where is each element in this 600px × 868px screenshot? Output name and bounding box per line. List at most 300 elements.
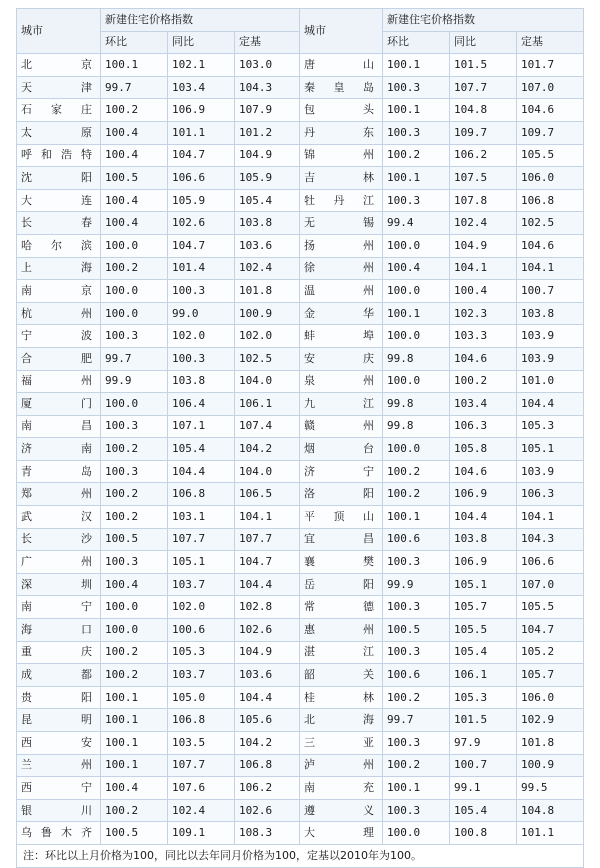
base-value-cell: 99.5 [517, 777, 584, 800]
city-name-cell: 西 宁 [17, 777, 101, 800]
base-value-cell: 106.5 [235, 483, 300, 506]
header-yoy-right: 同比 [450, 31, 517, 54]
mom-value-cell: 99.9 [383, 573, 450, 596]
table-row [17, 99, 584, 122]
base-value-cell: 105.7 [517, 664, 584, 687]
base-value-cell: 106.8 [235, 754, 300, 777]
city-name-cell: 泉 州 [300, 370, 383, 393]
city-name-cell: 沈 阳 [17, 167, 101, 190]
base-value-cell: 104.2 [235, 438, 300, 461]
mom-value-cell: 99.8 [383, 415, 450, 438]
mom-value-cell: 100.1 [101, 709, 168, 732]
mom-value-cell: 100.2 [101, 506, 168, 529]
city-name-cell: 常 德 [300, 596, 383, 619]
base-value-cell: 102.5 [517, 212, 584, 235]
yoy-value-cell: 106.1 [450, 664, 517, 687]
base-value-cell: 105.3 [517, 415, 584, 438]
table-row [17, 325, 584, 348]
base-value-cell: 106.6 [517, 551, 584, 574]
mom-value-cell: 100.0 [101, 393, 168, 416]
yoy-value-cell: 103.4 [168, 76, 235, 99]
yoy-value-cell: 105.3 [168, 641, 235, 664]
city-name-cell: 蚌 埠 [300, 325, 383, 348]
base-value-cell: 104.2 [235, 732, 300, 755]
base-value-cell: 106.3 [517, 483, 584, 506]
base-value-cell: 106.2 [235, 777, 300, 800]
city-name-cell: 丹 东 [300, 121, 383, 144]
table-row [17, 347, 584, 370]
base-value-cell: 104.0 [235, 370, 300, 393]
mom-value-cell: 100.5 [101, 167, 168, 190]
table-row [17, 573, 584, 596]
city-name-cell: 遵 义 [300, 799, 383, 822]
city-name-cell: 湛 江 [300, 641, 383, 664]
base-value-cell: 104.6 [517, 99, 584, 122]
mom-value-cell: 100.3 [101, 460, 168, 483]
yoy-value-cell: 104.7 [168, 144, 235, 167]
city-name-cell: 厦 门 [17, 393, 101, 416]
yoy-value-cell: 102.1 [168, 54, 235, 77]
table-row [17, 483, 584, 506]
yoy-value-cell: 104.8 [450, 99, 517, 122]
city-name-cell: 杭 州 [17, 302, 101, 325]
base-value-cell: 104.8 [517, 799, 584, 822]
city-name-cell: 兰 州 [17, 754, 101, 777]
city-name-cell: 广 州 [17, 551, 101, 574]
yoy-value-cell: 100.6 [168, 619, 235, 642]
mom-value-cell: 100.0 [101, 596, 168, 619]
city-name-cell: 贵 阳 [17, 686, 101, 709]
yoy-value-cell: 109.1 [168, 822, 235, 845]
yoy-value-cell: 99.1 [450, 777, 517, 800]
mom-value-cell: 100.3 [383, 76, 450, 99]
mom-value-cell: 100.1 [383, 54, 450, 77]
base-value-cell: 104.0 [235, 460, 300, 483]
base-value-cell: 104.4 [235, 573, 300, 596]
yoy-value-cell: 107.8 [450, 189, 517, 212]
city-name-cell: 重 庆 [17, 641, 101, 664]
base-value-cell: 105.9 [235, 167, 300, 190]
table-row [17, 167, 584, 190]
city-name-cell: 太 原 [17, 121, 101, 144]
yoy-value-cell: 105.5 [450, 619, 517, 642]
base-value-cell: 100.9 [517, 754, 584, 777]
mom-value-cell: 100.6 [383, 664, 450, 687]
table-row [17, 551, 584, 574]
city-name-cell: 南 宁 [17, 596, 101, 619]
header-row-1 [17, 9, 584, 32]
mom-value-cell: 100.1 [101, 754, 168, 777]
mom-value-cell: 100.1 [383, 99, 450, 122]
base-value-cell: 102.9 [517, 709, 584, 732]
yoy-value-cell: 102.0 [168, 596, 235, 619]
yoy-value-cell: 103.1 [168, 506, 235, 529]
base-value-cell: 103.9 [517, 460, 584, 483]
yoy-value-cell: 100.2 [450, 370, 517, 393]
mom-value-cell: 99.7 [383, 709, 450, 732]
base-value-cell: 106.0 [517, 686, 584, 709]
base-value-cell: 104.4 [517, 393, 584, 416]
housing-price-index-table [16, 8, 584, 868]
yoy-value-cell: 100.8 [450, 822, 517, 845]
yoy-value-cell: 105.4 [450, 799, 517, 822]
yoy-value-cell: 97.9 [450, 732, 517, 755]
mom-value-cell: 100.3 [383, 596, 450, 619]
header-mom-right: 环比 [383, 31, 450, 54]
yoy-value-cell: 107.6 [168, 777, 235, 800]
mom-value-cell: 99.7 [101, 347, 168, 370]
city-name-cell: 赣 州 [300, 415, 383, 438]
yoy-value-cell: 102.4 [168, 799, 235, 822]
city-name-cell: 南 京 [17, 280, 101, 303]
yoy-value-cell: 107.7 [450, 76, 517, 99]
city-name-cell: 金 华 [300, 302, 383, 325]
base-value-cell: 102.8 [235, 596, 300, 619]
base-value-cell: 100.7 [517, 280, 584, 303]
city-name-cell: 秦皇岛 [300, 76, 383, 99]
base-value-cell: 107.7 [235, 528, 300, 551]
mom-value-cell: 100.0 [383, 325, 450, 348]
table-row [17, 438, 584, 461]
yoy-value-cell: 107.5 [450, 167, 517, 190]
table-row [17, 777, 584, 800]
base-value-cell: 105.2 [517, 641, 584, 664]
city-name-cell: 三 亚 [300, 732, 383, 755]
city-name-cell: 海 口 [17, 619, 101, 642]
yoy-value-cell: 103.8 [450, 528, 517, 551]
city-name-cell: 昆 明 [17, 709, 101, 732]
city-name-cell: 宜 昌 [300, 528, 383, 551]
city-name-cell: 徐 州 [300, 257, 383, 280]
base-value-cell: 101.8 [235, 280, 300, 303]
header-city-right: 城市 [300, 9, 383, 54]
mom-value-cell: 100.2 [383, 144, 450, 167]
mom-value-cell: 100.3 [101, 551, 168, 574]
base-value-cell: 104.7 [235, 551, 300, 574]
mom-value-cell: 100.0 [383, 822, 450, 845]
mom-value-cell: 100.1 [383, 167, 450, 190]
mom-value-cell: 100.1 [101, 732, 168, 755]
yoy-value-cell: 104.6 [450, 460, 517, 483]
city-name-cell: 济 宁 [300, 460, 383, 483]
yoy-value-cell: 104.7 [168, 234, 235, 257]
city-name-cell: 银 川 [17, 799, 101, 822]
mom-value-cell: 100.6 [383, 528, 450, 551]
city-name-cell: 深 圳 [17, 573, 101, 596]
city-name-cell: 武 汉 [17, 506, 101, 529]
yoy-value-cell: 102.4 [450, 212, 517, 235]
yoy-value-cell: 105.7 [450, 596, 517, 619]
base-value-cell: 104.7 [517, 619, 584, 642]
city-name-cell: 无 锡 [300, 212, 383, 235]
table-row [17, 664, 584, 687]
table-row [17, 257, 584, 280]
base-value-cell: 102.6 [235, 799, 300, 822]
table-row [17, 76, 584, 99]
yoy-value-cell: 106.3 [450, 415, 517, 438]
city-name-cell: 济 南 [17, 438, 101, 461]
city-name-cell: 西 安 [17, 732, 101, 755]
mom-value-cell: 100.0 [101, 234, 168, 257]
yoy-value-cell: 106.9 [450, 551, 517, 574]
table-row [17, 799, 584, 822]
base-value-cell: 103.6 [235, 234, 300, 257]
yoy-value-cell: 105.0 [168, 686, 235, 709]
table-row [17, 370, 584, 393]
city-name-cell: 南 昌 [17, 415, 101, 438]
header-city-left: 城市 [17, 9, 101, 54]
base-value-cell: 104.3 [517, 528, 584, 551]
city-name-cell: 韶 关 [300, 664, 383, 687]
base-value-cell: 101.7 [517, 54, 584, 77]
base-value-cell: 101.0 [517, 370, 584, 393]
base-value-cell: 105.6 [235, 709, 300, 732]
mom-value-cell: 100.1 [101, 54, 168, 77]
base-value-cell: 104.9 [235, 641, 300, 664]
base-value-cell: 106.0 [517, 167, 584, 190]
city-name-cell: 烟 台 [300, 438, 383, 461]
table-row [17, 415, 584, 438]
table-row [17, 641, 584, 664]
city-name-cell: 宁 波 [17, 325, 101, 348]
mom-value-cell: 100.3 [383, 189, 450, 212]
base-value-cell: 109.7 [517, 121, 584, 144]
mom-value-cell: 99.9 [101, 370, 168, 393]
base-value-cell: 105.4 [235, 189, 300, 212]
city-name-cell: 天 津 [17, 76, 101, 99]
city-name-cell: 北 京 [17, 54, 101, 77]
mom-value-cell: 100.4 [101, 573, 168, 596]
mom-value-cell: 100.4 [383, 257, 450, 280]
housing-price-index-table-container [16, 8, 583, 868]
yoy-value-cell: 104.4 [168, 460, 235, 483]
table-row [17, 528, 584, 551]
mom-value-cell: 99.7 [101, 76, 168, 99]
yoy-value-cell: 103.7 [168, 573, 235, 596]
city-name-cell: 岳 阳 [300, 573, 383, 596]
mom-value-cell: 100.3 [383, 799, 450, 822]
table-row [17, 709, 584, 732]
table-note: 注：环比以上月价格为100，同比以去年同月价格为100，定基以2010年为100。 [17, 844, 584, 867]
mom-value-cell: 100.5 [101, 528, 168, 551]
table-body [17, 54, 584, 845]
yoy-value-cell: 107.7 [168, 528, 235, 551]
mom-value-cell: 100.5 [383, 619, 450, 642]
yoy-value-cell: 104.1 [450, 257, 517, 280]
base-value-cell: 104.4 [235, 686, 300, 709]
table-row [17, 393, 584, 416]
table-row [17, 280, 584, 303]
table-row [17, 506, 584, 529]
city-name-cell: 成 都 [17, 664, 101, 687]
yoy-value-cell: 106.2 [450, 144, 517, 167]
yoy-value-cell: 103.5 [168, 732, 235, 755]
base-value-cell: 103.8 [235, 212, 300, 235]
base-value-cell: 100.9 [235, 302, 300, 325]
header-mom-left: 环比 [101, 31, 168, 54]
city-name-cell: 桂 林 [300, 686, 383, 709]
base-value-cell: 103.0 [235, 54, 300, 77]
yoy-value-cell: 106.9 [450, 483, 517, 506]
base-value-cell: 107.9 [235, 99, 300, 122]
city-name-cell: 吉 林 [300, 167, 383, 190]
city-name-cell: 石家庄 [17, 99, 101, 122]
mom-value-cell: 100.2 [383, 754, 450, 777]
table-row [17, 144, 584, 167]
mom-value-cell: 100.2 [383, 460, 450, 483]
mom-value-cell: 100.4 [101, 121, 168, 144]
base-value-cell: 102.0 [235, 325, 300, 348]
mom-value-cell: 100.0 [101, 302, 168, 325]
mom-value-cell: 100.1 [383, 506, 450, 529]
base-value-cell: 108.3 [235, 822, 300, 845]
base-value-cell: 105.1 [517, 438, 584, 461]
base-value-cell: 104.1 [517, 506, 584, 529]
base-value-cell: 106.8 [517, 189, 584, 212]
yoy-value-cell: 100.7 [450, 754, 517, 777]
yoy-value-cell: 104.9 [450, 234, 517, 257]
mom-value-cell: 100.2 [101, 99, 168, 122]
mom-value-cell: 100.1 [383, 777, 450, 800]
base-value-cell: 105.5 [517, 144, 584, 167]
base-value-cell: 103.8 [517, 302, 584, 325]
mom-value-cell: 100.0 [383, 438, 450, 461]
yoy-value-cell: 105.1 [168, 551, 235, 574]
yoy-value-cell: 106.8 [168, 483, 235, 506]
yoy-value-cell: 103.3 [450, 325, 517, 348]
mom-value-cell: 100.3 [383, 732, 450, 755]
yoy-value-cell: 105.1 [450, 573, 517, 596]
mom-value-cell: 100.3 [383, 121, 450, 144]
yoy-value-cell: 106.6 [168, 167, 235, 190]
table-row [17, 460, 584, 483]
yoy-value-cell: 101.1 [168, 121, 235, 144]
mom-value-cell: 100.1 [101, 686, 168, 709]
mom-value-cell: 100.2 [101, 641, 168, 664]
yoy-value-cell: 102.3 [450, 302, 517, 325]
header-index-title-left: 新建住宅价格指数 [101, 9, 300, 32]
city-name-cell: 哈尔滨 [17, 234, 101, 257]
table-row [17, 596, 584, 619]
mom-value-cell: 100.0 [383, 370, 450, 393]
mom-value-cell: 100.3 [383, 551, 450, 574]
yoy-value-cell: 102.0 [168, 325, 235, 348]
mom-value-cell: 100.4 [101, 212, 168, 235]
city-name-cell: 包 头 [300, 99, 383, 122]
city-name-cell: 上 海 [17, 257, 101, 280]
city-name-cell: 洛 阳 [300, 483, 383, 506]
table-row [17, 54, 584, 77]
base-value-cell: 102.6 [235, 619, 300, 642]
yoy-value-cell: 107.1 [168, 415, 235, 438]
city-name-cell: 锦 州 [300, 144, 383, 167]
mom-value-cell: 99.8 [383, 347, 450, 370]
base-value-cell: 107.0 [517, 573, 584, 596]
base-value-cell: 103.6 [235, 664, 300, 687]
yoy-value-cell: 99.0 [168, 302, 235, 325]
yoy-value-cell: 105.3 [450, 686, 517, 709]
yoy-value-cell: 101.5 [450, 54, 517, 77]
mom-value-cell: 100.4 [101, 189, 168, 212]
city-name-cell: 扬 州 [300, 234, 383, 257]
yoy-value-cell: 105.4 [450, 641, 517, 664]
table-row [17, 754, 584, 777]
base-value-cell: 103.9 [517, 347, 584, 370]
yoy-value-cell: 106.4 [168, 393, 235, 416]
base-value-cell: 102.4 [235, 257, 300, 280]
yoy-value-cell: 100.4 [450, 280, 517, 303]
header-index-title-right: 新建住宅价格指数 [383, 9, 584, 32]
mom-value-cell: 100.0 [101, 280, 168, 303]
table-row [17, 234, 584, 257]
mom-value-cell: 100.2 [383, 686, 450, 709]
city-name-cell: 长 沙 [17, 528, 101, 551]
city-name-cell: 唐 山 [300, 54, 383, 77]
yoy-value-cell: 104.4 [450, 506, 517, 529]
city-name-cell: 呼和浩特 [17, 144, 101, 167]
base-value-cell: 107.4 [235, 415, 300, 438]
city-name-cell: 九 江 [300, 393, 383, 416]
base-value-cell: 102.5 [235, 347, 300, 370]
table-row [17, 121, 584, 144]
city-name-cell: 安 庆 [300, 347, 383, 370]
mom-value-cell: 100.2 [101, 257, 168, 280]
city-name-cell: 乌鲁木齐 [17, 822, 101, 845]
table-row [17, 189, 584, 212]
base-value-cell: 104.6 [517, 234, 584, 257]
table-row [17, 822, 584, 845]
base-value-cell: 104.9 [235, 144, 300, 167]
mom-value-cell: 100.2 [101, 483, 168, 506]
city-name-cell: 牡丹江 [300, 189, 383, 212]
base-value-cell: 107.0 [517, 76, 584, 99]
mom-value-cell: 100.4 [101, 144, 168, 167]
base-value-cell: 105.5 [517, 596, 584, 619]
table-row [17, 212, 584, 235]
mom-value-cell: 100.2 [101, 664, 168, 687]
base-value-cell: 104.1 [517, 257, 584, 280]
mom-value-cell: 100.4 [101, 777, 168, 800]
base-value-cell: 106.1 [235, 393, 300, 416]
yoy-value-cell: 103.8 [168, 370, 235, 393]
city-name-cell: 合 肥 [17, 347, 101, 370]
table-row [17, 686, 584, 709]
mom-value-cell: 100.3 [101, 415, 168, 438]
city-name-cell: 惠 州 [300, 619, 383, 642]
mom-value-cell: 100.2 [383, 483, 450, 506]
yoy-value-cell: 109.7 [450, 121, 517, 144]
table-row [17, 302, 584, 325]
yoy-value-cell: 100.3 [168, 347, 235, 370]
city-name-cell: 大 连 [17, 189, 101, 212]
mom-value-cell: 100.3 [101, 325, 168, 348]
mom-value-cell: 100.5 [101, 822, 168, 845]
yoy-value-cell: 103.4 [450, 393, 517, 416]
city-name-cell: 南 充 [300, 777, 383, 800]
city-name-cell: 大 理 [300, 822, 383, 845]
yoy-value-cell: 104.6 [450, 347, 517, 370]
table-row [17, 619, 584, 642]
yoy-value-cell: 106.9 [168, 99, 235, 122]
city-name-cell: 襄 樊 [300, 551, 383, 574]
city-name-cell: 福 州 [17, 370, 101, 393]
mom-value-cell: 99.8 [383, 393, 450, 416]
yoy-value-cell: 103.7 [168, 664, 235, 687]
base-value-cell: 103.9 [517, 325, 584, 348]
mom-value-cell: 100.2 [101, 438, 168, 461]
mom-value-cell: 100.1 [383, 302, 450, 325]
yoy-value-cell: 105.4 [168, 438, 235, 461]
